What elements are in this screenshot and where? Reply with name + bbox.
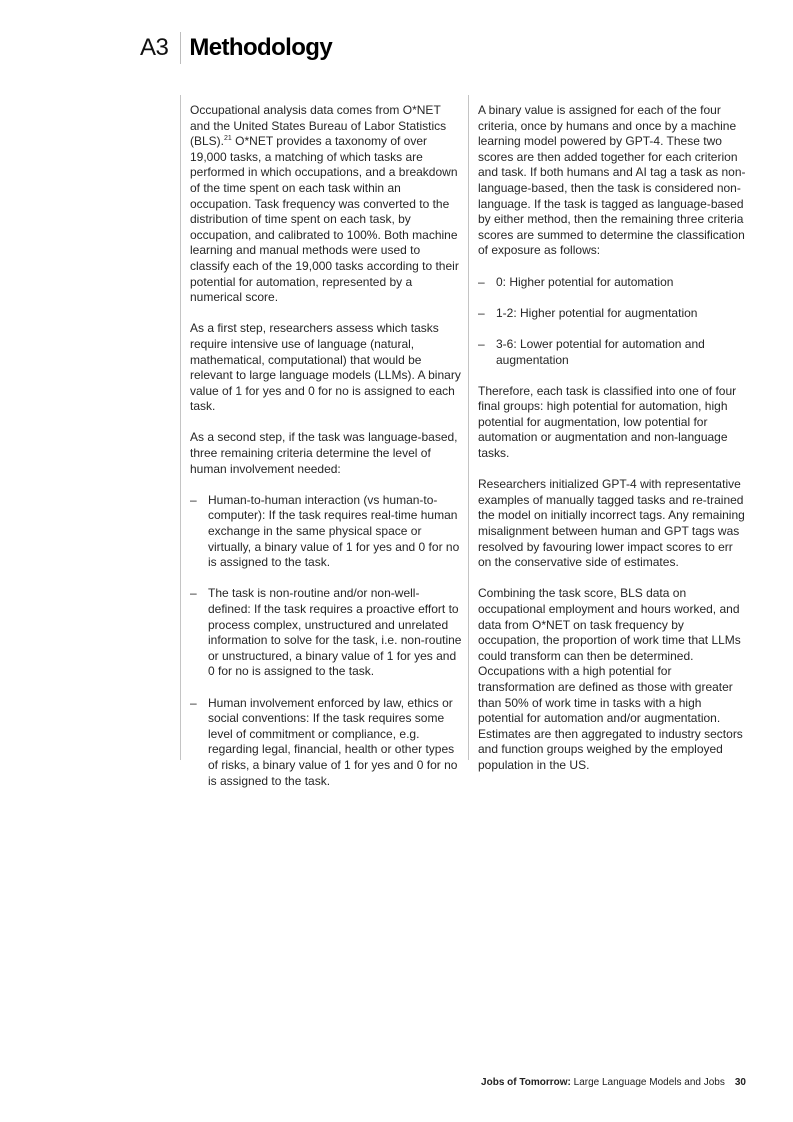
list-item bbox=[190, 493, 462, 571]
paragraph-final-groups: Therefore, each task is classified into one of four final groups: high potential for automation, high potential for augmentation, low potential for automation or augmentation and non-language tasks. bbox=[478, 383, 737, 461]
report-subtitle: Large Language Models and Jobs bbox=[570, 1077, 725, 1088]
score-text: 1-2: Higher potential for augmentation bbox=[496, 305, 698, 320]
page-title: Methodology bbox=[189, 34, 333, 61]
dash-marker: – bbox=[478, 274, 485, 289]
list-item bbox=[190, 696, 462, 790]
list-item bbox=[478, 337, 746, 368]
list-item bbox=[190, 586, 462, 680]
paragraph-first-step: As a first step, researchers assess which tasks require intensive use of language (natural, mathematical, computational) that would be relevant to large language models (LLMs). A binary value of 1 for yes and 0 for no is assigned to each task. bbox=[190, 321, 461, 414]
right-column-rule bbox=[468, 95, 469, 760]
score-text: 0: Higher potential for automation bbox=[496, 274, 674, 289]
criterion-text: The task is non-routine and/or non-well-defined: If the task requires a proactive effort to process complex, unstructured and unrelated information to solve for the task, i.e. non-routine or unstructured, a binary value of 1 for yes and 0 for no is assigned to the task. bbox=[208, 586, 462, 679]
paragraph-aggregation: Combining the task score, BLS data on occupational employment and hours worked, and data from O*NET on task frequency by occupation, the proportion of work time that LLMs could transform can then be determined. Occupations with a high potential for transformation are defined as those with greater than 50% of work time in tasks with a high potential for automation and/or augmentation. Estimates are then aggregated to industry sectors and function groups weighed by the employed population in the US. bbox=[478, 586, 743, 772]
dash-marker: – bbox=[478, 305, 485, 320]
criterion-text: Human involvement enforced by law, ethics or social conventions: If the task requires some level of commitment or compliance, e.g. regarding legal, financial, health or other types of risks, a binary value of 1 for yes and 0 for no is assigned to the task. bbox=[208, 695, 458, 788]
paragraph-second-step: As a second step, if the task was language-based, three remaining criteria determine the level of human involvement needed: bbox=[190, 430, 458, 476]
right-column bbox=[478, 103, 746, 789]
dash-marker: – bbox=[190, 586, 197, 601]
paragraph-data-sources bbox=[190, 103, 462, 306]
criteria-list bbox=[190, 493, 462, 789]
score-list bbox=[478, 275, 746, 369]
paragraph-binary-value: A binary value is assigned for each of the four criteria, once by humans and once by a machine learning model powered by GPT-4. These two scores are then added together for each criterion and task. If both humans and AI tag a task as non-language-based, then the task is considered non-language. If the task is tagged as language-based by either method, then the remaining three criteria scores are summed to determine the classification of exposure as follows: bbox=[478, 103, 746, 258]
list-item bbox=[478, 275, 746, 291]
left-column bbox=[190, 103, 462, 805]
footnote-reference[interactable]: 21 bbox=[224, 135, 232, 143]
header-divider bbox=[180, 32, 181, 64]
list-item bbox=[478, 306, 746, 322]
dash-marker: – bbox=[190, 695, 197, 710]
page-header bbox=[140, 32, 332, 64]
page-footer bbox=[481, 1077, 746, 1088]
paragraph-text-continued: O*NET provides a taxonomy of over 19,000 tasks, a matching of which tasks are performed in which occupations, and a breakdown of the time spent on each task within an occupation. Task frequency was converted to the distribution of time spent on each task, by occupation, and calibrated to 100%. Both machine learning and manual methods were used to classify each of the 19,000 tasks according to their potential for automation, represented by a numerical score. bbox=[190, 134, 459, 305]
criterion-text: Human-to-human interaction (vs human-to-computer): If the task requires real-time human exchange in the same physical space or virtually, a binary value of 1 for yes and 0 for no is assigned to the task. bbox=[208, 492, 460, 570]
page-number: 30 bbox=[734, 1077, 746, 1088]
report-title: Jobs of Tomorrow: bbox=[481, 1077, 571, 1088]
dash-marker: – bbox=[190, 492, 197, 507]
paragraph-gpt4-training: Researchers initialized GPT-4 with representative examples of manually tagged tasks and re-trained the model on initially incorrect tags. Any remaining misalignment between human and GPT tags was resolved by favouring lower impact scores to err on the conservative side of estimates. bbox=[478, 477, 745, 570]
dash-marker: – bbox=[478, 336, 485, 351]
section-code: A3 bbox=[140, 34, 169, 61]
paragraph-text: Occupational analysis data comes from O*NET and the United States Bureau of Labor Statistics (BLS). bbox=[190, 103, 447, 149]
left-column-rule bbox=[180, 95, 181, 760]
score-text: 3-6: Lower potential for automation and augmentation bbox=[496, 336, 705, 367]
